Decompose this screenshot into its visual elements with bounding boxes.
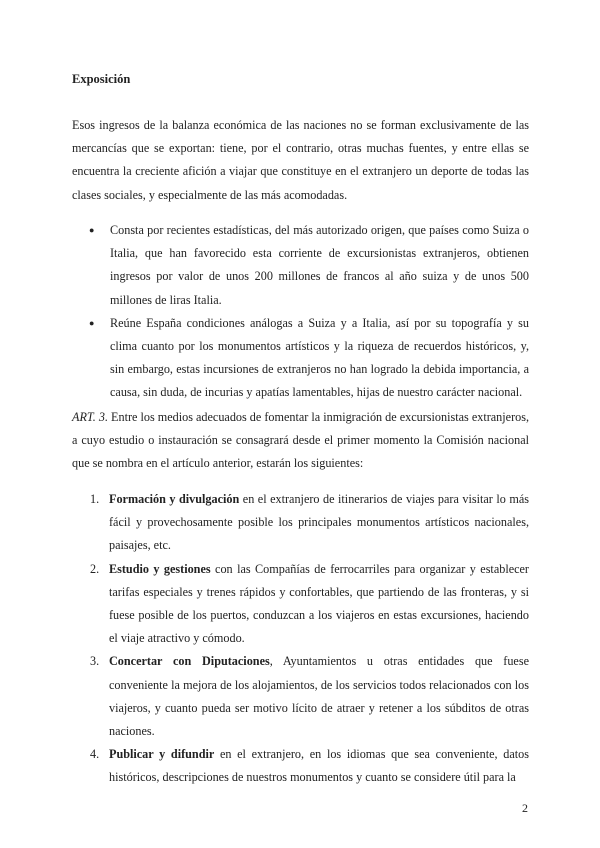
bullet-text: Reúne España condiciones análogas a Suiza y a Italia, así por su topografía y su clima cuanto por los monumentos artísticos y la riqueza de recuerdos históricos, y, sin embargo, estas incursiones de extranjeros no han logrado la debida importancia, a causa, sin duda, de incurias y apatías lamentables, hijas de nuestro carácter nacional.	[110, 315, 529, 400]
list-item-text: en el extranjero de itinerarios de viajes para visitar lo más fácil y provechosamente posible los principales monumentos artísticos nacionales, paisajes, etc.	[109, 492, 529, 553]
list-item-text: , Ayuntamientos u otras entidades que fuese conveniente la mejora de los alojamientos, de los servicios todos relacionados con los viajeros, y cuanto pueda ser motivo lícito de atraer y retener a los súbditos de otras naciones.	[109, 654, 529, 739]
article-paragraph	[72, 406, 529, 476]
list-item-number: 3.	[90, 654, 100, 669]
list-item-title: Estudio y gestiones	[109, 561, 211, 576]
bullet-list	[72, 219, 529, 405]
list-item-number: 4.	[90, 747, 100, 762]
list-item	[72, 743, 529, 789]
bullet-item	[72, 312, 529, 405]
article-label: ART. 3.	[72, 410, 108, 424]
list-item	[72, 558, 529, 651]
list-item	[72, 650, 529, 743]
list-item-title: Concertar con Diputaciones	[109, 654, 270, 669]
page-number: 2	[522, 801, 528, 815]
bullet-marker-icon: ●	[89, 225, 95, 235]
article-text: Entre los medios adecuados de fomentar la inmigración de excursionistas extranjeros, a cuyo estudio o instauración se consagrará desde el primer momento la Comisión nacional que se nombra en el artículo anterior, estarán los siguientes:	[72, 410, 530, 471]
bullet-text: Consta por recientes estadísticas, del más autorizado origen, que países como Suiza o Italia, que han favorecido esta corriente de excursionistas extranjeros, obtienen ingresos por valor de unos 200 millones de francos al año suiza y de unos 500 millones de liras Italia.	[110, 223, 529, 307]
list-item-text: en el extranjero, en los idiomas que sea conveniente, datos históricos, descripciones de nuestros monumentos y cuanto se considere útil para la	[109, 747, 529, 785]
numbered-list	[72, 488, 529, 790]
bullet-item	[72, 219, 529, 312]
list-item-number: 1.	[90, 492, 100, 506]
intro-paragraph: Esos ingresos de la balanza económica de las naciones no se forman exclusivamente de las mercancías que se exportan: tiene, por el contrario, otras muchas fuentes, y entre ellas se encuentra la creciente afición a viajar que constituye en el extranjero un deporte de todas las clases sociales, y especialmente de las más acomodadas.	[72, 118, 529, 202]
bullet-marker-icon: ●	[89, 317, 95, 328]
section-heading: Exposición	[72, 72, 131, 86]
list-item-number: 2.	[90, 561, 100, 576]
list-item-title: Publicar y difundir	[109, 747, 215, 762]
list-item	[72, 488, 529, 558]
list-item-text: con las Compañías de ferrocarriles para organizar y establecer tarifas especiales y trenes rápidos y confortables, que partiendo de las fronteras, y si fuese posible de los puertos, conduzcan a los viajeros en estas excursiones, haciendo el viaje atractivo y cómodo.	[109, 561, 529, 646]
list-item-title: Formación y divulgación	[109, 492, 240, 506]
